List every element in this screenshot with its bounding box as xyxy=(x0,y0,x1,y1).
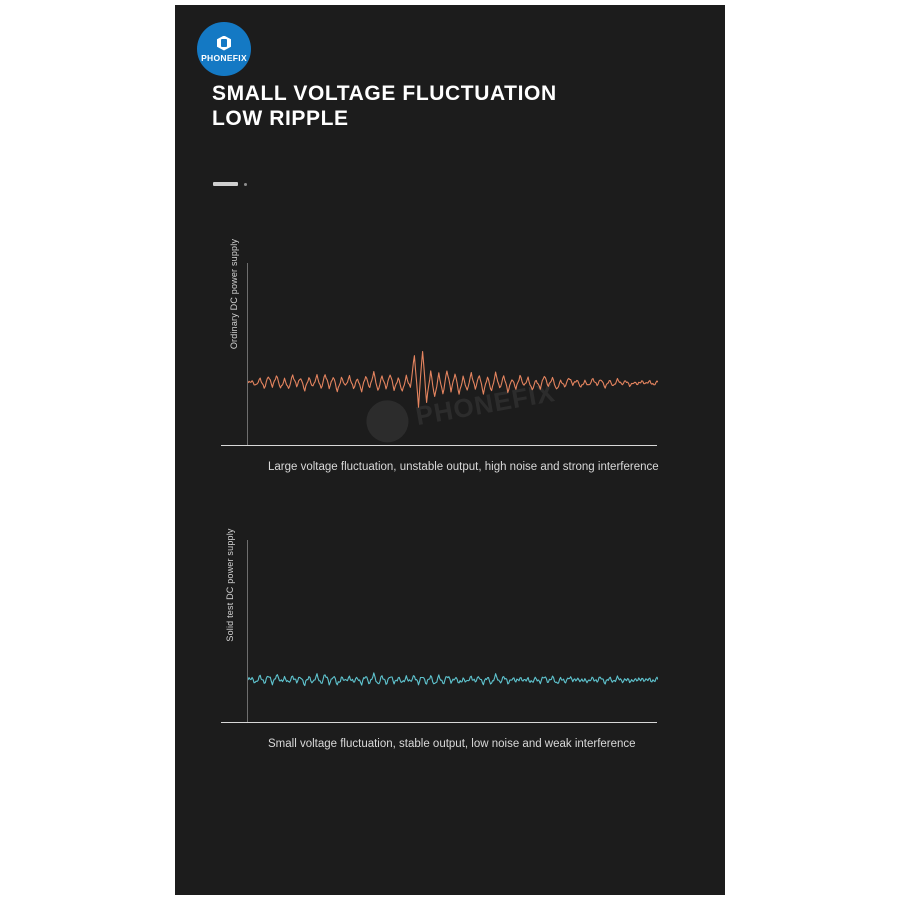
chart-solid-test-dc-power-supply xyxy=(213,528,703,780)
hexagon-logo-icon xyxy=(217,36,231,51)
product-feature-panel xyxy=(175,5,725,895)
phonefix-logo xyxy=(197,22,251,76)
chart-ordinary-dc-power-supply xyxy=(213,238,703,503)
chart-caption: Large voltage fluctuation, unstable output, high noise and strong interference xyxy=(268,461,659,473)
waveform-plot-area xyxy=(248,263,658,445)
page-title xyxy=(212,81,682,131)
waveform-plot-area xyxy=(248,540,658,722)
x-axis-line xyxy=(221,445,657,446)
waveform-line xyxy=(248,540,658,722)
x-axis-line xyxy=(221,722,657,723)
y-axis-label: Solid test DC power supply xyxy=(225,528,235,642)
waveform-line xyxy=(248,263,658,445)
page-title-line-1: SMALL VOLTAGE FLUCTUATION xyxy=(212,82,557,105)
y-axis-label: Ordinary DC power supply xyxy=(229,238,239,350)
page-title-line-2: LOW RIPPLE xyxy=(212,107,349,130)
brand-name: PHONEFIX xyxy=(201,52,247,63)
watermark-text: PHONEFIX xyxy=(413,376,558,431)
dash-dot-divider-icon xyxy=(213,182,249,187)
chart-caption: Small voltage fluctuation, stable output, low noise and weak interference xyxy=(268,738,636,750)
